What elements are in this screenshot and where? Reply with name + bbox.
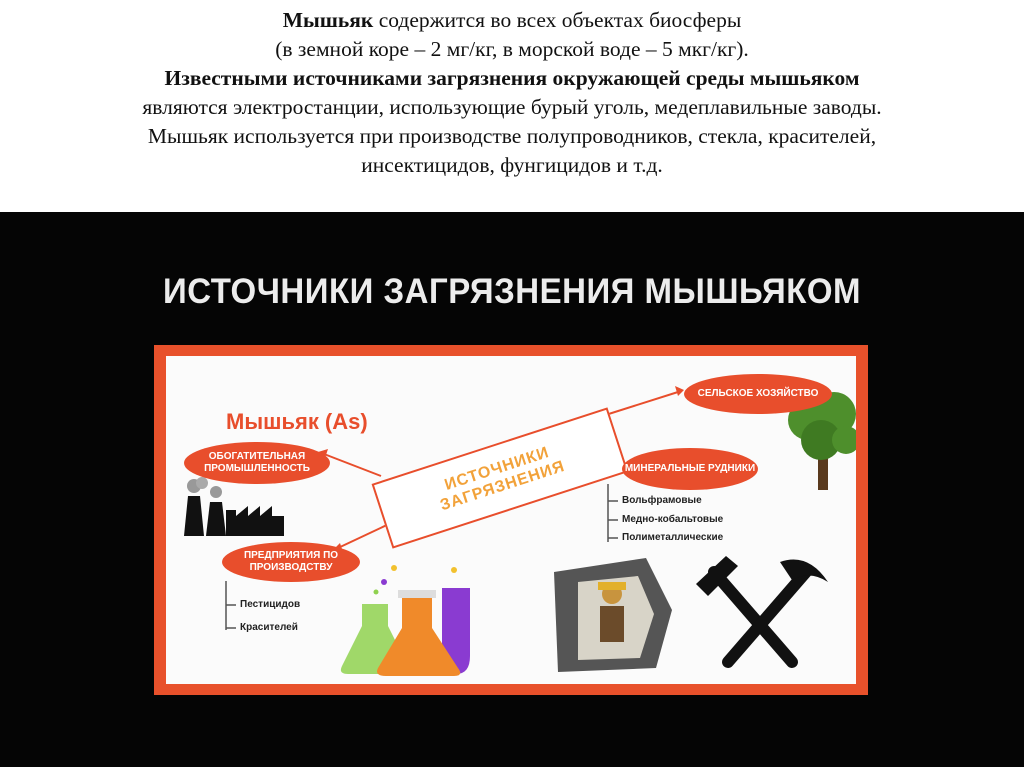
flasks-icon xyxy=(341,565,470,676)
arrow-to-mining xyxy=(324,454,381,476)
intro-line-3-bold: Известными источниками загрязнения окружающей среды мышьяком xyxy=(164,66,860,90)
slide-heading: ИСТОЧНИКИ ЗАГРЯЗНЕНИЯ МЫШЬЯКОМ xyxy=(162,270,861,311)
diagram-frame xyxy=(154,345,868,695)
ore-item-tungsten: Вольфрамовые xyxy=(622,495,702,506)
factory-icon xyxy=(184,477,284,536)
production-item-dyes: Красителей xyxy=(240,622,298,633)
node-mining-industry: ОБОГАТИТЕЛЬНАЯ ПРОМЫШЛЕННОСТЬ xyxy=(184,442,330,484)
intro-text xyxy=(0,0,1024,212)
hammer-pick-icon xyxy=(696,556,828,662)
arrow-head-agriculture xyxy=(675,386,684,396)
center-label: ИСТОЧНИКИ ЗАГРЯЗНЕНИЯ xyxy=(438,444,568,515)
intro-keyword: Мышьяк xyxy=(282,8,374,32)
miner-icon xyxy=(554,558,672,672)
node-ore-mines: МИНЕРАЛЬНЫЕ РУДНИКИ xyxy=(622,448,758,490)
intro-line-2: (в земной коре – 2 мг/кг, в морской воде – 5 мкг/кг). xyxy=(275,37,749,61)
production-item-pesticides: Пестицидов xyxy=(240,599,301,610)
intro-line-1-rest: содержится во всех объектах биосферы xyxy=(373,8,742,32)
ore-item-polymetallic: Полиметаллические xyxy=(622,532,724,543)
element-title: Мышьяк (As) xyxy=(226,409,368,434)
intro-line-1 xyxy=(0,6,1024,35)
node-agriculture: СЕЛЬСКОЕ ХОЗЯЙСТВО xyxy=(684,374,832,414)
diagram-canvas xyxy=(166,356,856,684)
ore-item-copper-cobalt: Медно-кобальтовые xyxy=(622,514,724,525)
intro-line-5: Мышьяк используется при производстве полупроводников, стекла, красителей, xyxy=(147,124,877,148)
intro-line-4: являются электростанции, использующие бурый уголь, медеплавильные заводы. xyxy=(142,95,882,119)
node-production: ПРЕДПРИЯТИЯ ПО ПРОИЗВОДСТВУ xyxy=(222,542,360,582)
intro-line-6: инсектицидов, фунгицидов и т.д. xyxy=(361,153,663,177)
intro-line-3 xyxy=(0,64,1024,93)
